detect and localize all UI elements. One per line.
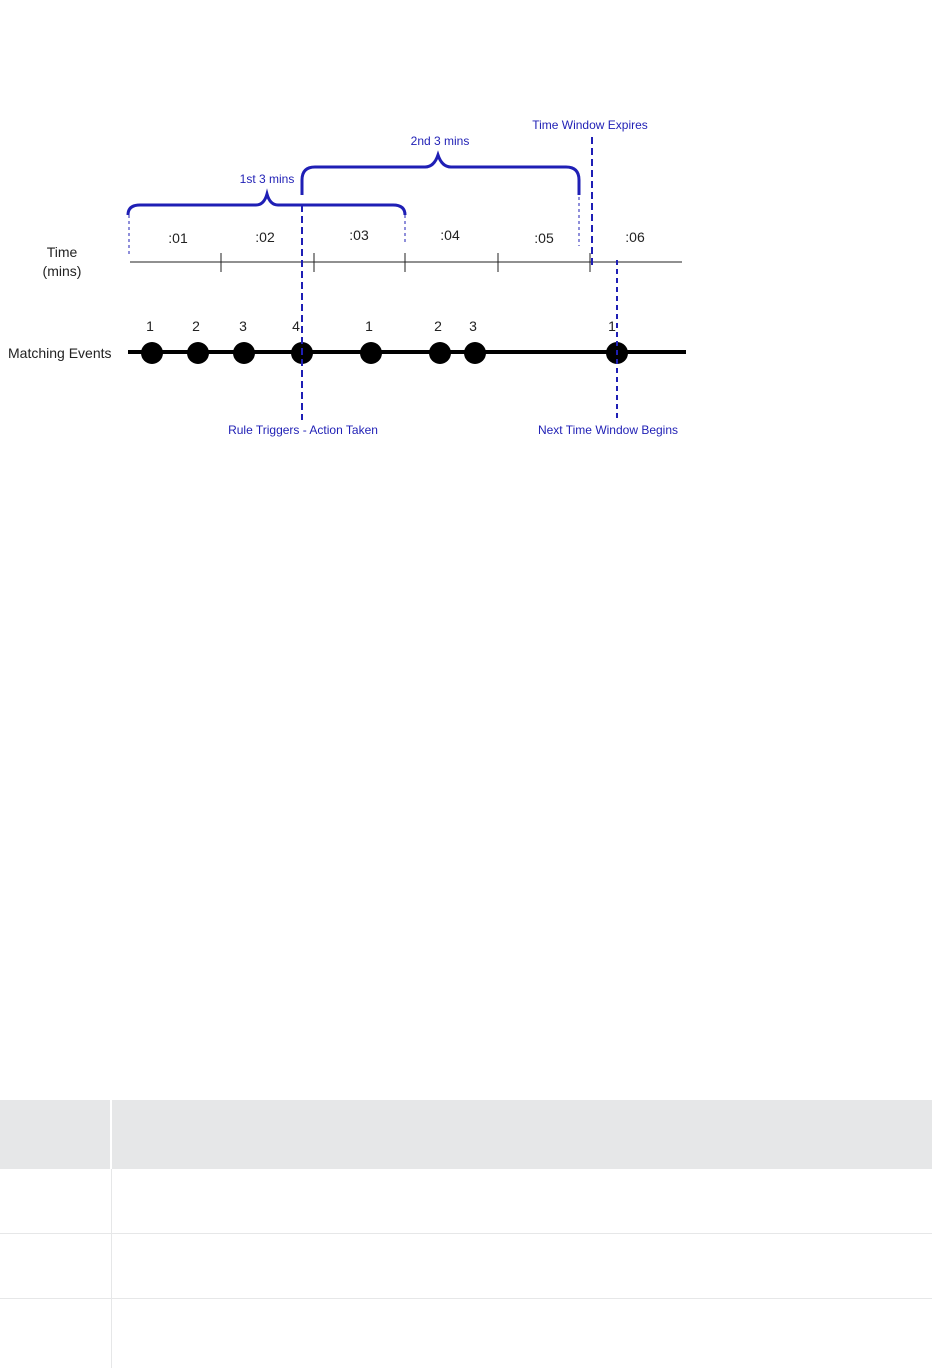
table-cell <box>111 1169 932 1234</box>
table-cell <box>0 1169 111 1234</box>
row-label-matching-events: Matching Events <box>8 345 112 361</box>
event-label: 2 <box>192 318 200 334</box>
axis-label-units: (mins) <box>42 263 82 279</box>
table-row <box>0 1299 932 1369</box>
table-cell <box>111 1234 932 1299</box>
event-label: 1 <box>146 318 154 334</box>
event-label: 3 <box>469 318 477 334</box>
event-label: 1 <box>365 318 373 334</box>
table-cell <box>0 1299 111 1369</box>
tick-label: :06 <box>625 229 645 245</box>
event-label: 4 <box>292 318 300 334</box>
event-dot <box>187 342 209 364</box>
tick-label: :03 <box>349 227 369 243</box>
event-dot <box>233 342 255 364</box>
event-label: 3 <box>239 318 247 334</box>
table-header-cell <box>111 1100 932 1169</box>
table-header-cell <box>0 1100 111 1169</box>
next-window-label: Next Time Window Begins <box>537 423 679 437</box>
window-label-first: 1st 3 mins <box>239 172 295 186</box>
window-brace-second <box>302 155 579 195</box>
table-row <box>0 1234 932 1299</box>
rule-triggers-label: Rule Triggers - Action Taken <box>228 423 378 437</box>
tick-label: :05 <box>534 230 554 246</box>
table-header-row <box>0 1100 932 1169</box>
event-label: 1 <box>608 318 616 334</box>
time-window-expires-label: Time Window Expires <box>532 118 648 132</box>
tick-label: :04 <box>440 227 460 243</box>
window-brace-first <box>128 194 405 215</box>
tick-label: :02 <box>255 229 275 245</box>
event-dot <box>141 342 163 364</box>
table-row <box>0 1169 932 1234</box>
event-dot <box>429 342 451 364</box>
table-cell <box>0 1234 111 1299</box>
axis-label-time: Time <box>46 244 78 260</box>
event-dot <box>360 342 382 364</box>
event-dot <box>464 342 486 364</box>
table-cell <box>111 1299 932 1369</box>
info-table <box>0 1100 932 1368</box>
time-window-diagram <box>0 0 932 460</box>
window-label-second: 2nd 3 mins <box>410 134 470 148</box>
event-label: 2 <box>434 318 442 334</box>
tick-label: :01 <box>168 230 188 246</box>
